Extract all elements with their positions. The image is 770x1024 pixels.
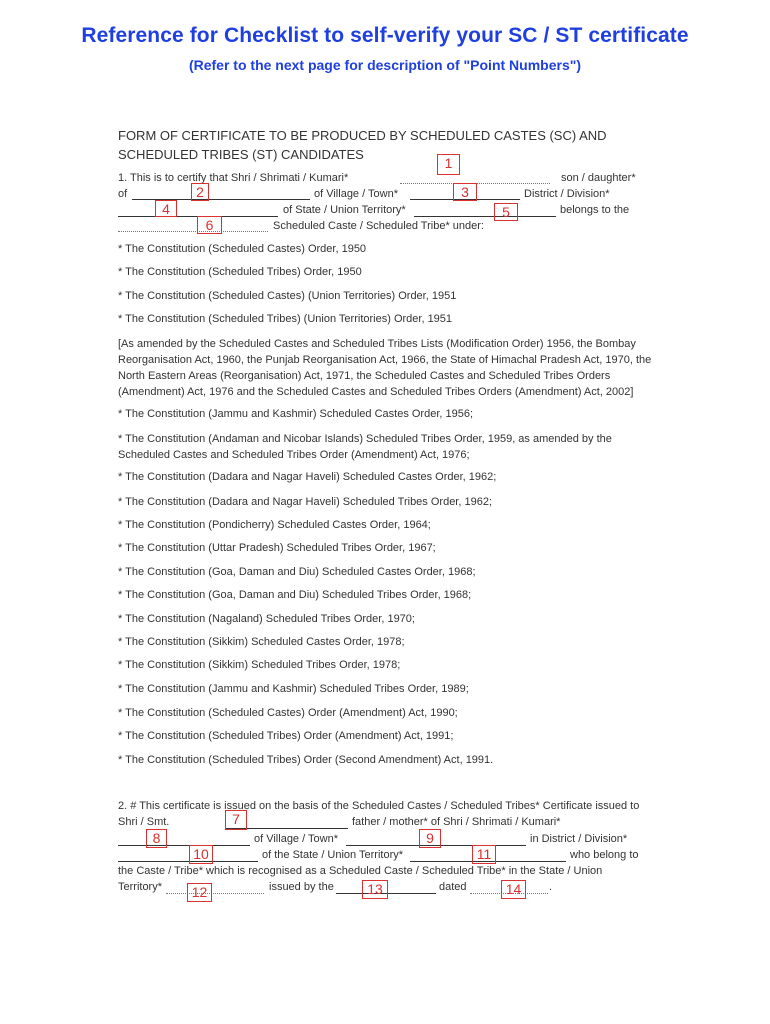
- para2-line4-belong: who belong to: [570, 849, 639, 861]
- order-item: * The Constitution (Scheduled Tribes) Order (Amendment) Act, 1991;: [118, 730, 454, 742]
- para2-line3-village: of Village / Town*: [254, 833, 338, 845]
- order-item: * The Constitution (Nagaland) Scheduled Tribes Order, 1970;: [118, 613, 415, 625]
- page-title: Reference for Checklist to self-verify your SC / ST certificate: [81, 24, 689, 47]
- order-item: * The Constitution (Scheduled Tribes) (Union Territories) Order, 1951: [118, 313, 453, 325]
- para2-line4-state: of the State / Union Territory*: [262, 849, 404, 861]
- order-item: * The Constitution (Sikkim) Scheduled Tribes Order, 1978;: [118, 659, 401, 671]
- para2-district-blank: [118, 861, 258, 862]
- para1-line1-end: son / daughter*: [561, 172, 636, 184]
- para2-name-blank: [118, 845, 250, 846]
- order-item: * The Constitution (Jammu and Kashmir) Scheduled Castes Order, 1956;: [118, 408, 474, 420]
- para2-line2-start: Shri / Smt.: [118, 816, 170, 828]
- amendment-note: [As amended by the Scheduled Castes and Scheduled Tribes Lists (Modification Order) 1956, the Bombay Reorganisation Act, 1960, the Punjab Reorganisation Act, 1966, the State of Himachal Pradesh Act, 1970, the North Eastern Areas (Reorganisation) Act, 1971, the Scheduled Castes and Scheduled Tribes Orders (Amendment) Act, 1976 and the Scheduled Castes and Scheduled Tribes Orders (Amendment) Act, 2002]: [118, 338, 652, 398]
- order-item: * The Constitution (Sikkim) Scheduled Castes Order, 1978;: [118, 636, 405, 648]
- point-marker-14: 14: [501, 880, 526, 899]
- point-marker-9: 9: [419, 829, 441, 848]
- point-marker-5: 5: [494, 203, 518, 221]
- para1-line2-of: of: [118, 188, 128, 200]
- point-marker-6: 6: [197, 216, 222, 234]
- order-item: * The Constitution (Scheduled Tribes) Order, 1950: [118, 266, 362, 278]
- point-marker-7: 7: [225, 810, 247, 830]
- para1-line3-state: of State / Union Territory*: [283, 204, 406, 216]
- para1-line1-start: 1. This is to certify that Shri / Shrimati / Kumari*: [118, 172, 349, 184]
- caste-blank: [118, 231, 268, 232]
- para2-line6-dated: dated: [439, 881, 467, 893]
- para1-line4: Scheduled Caste / Scheduled Tribe* under:: [273, 220, 484, 232]
- para1-line3-belongs: belongs to the: [560, 204, 630, 216]
- point-marker-11: 11: [472, 845, 496, 864]
- order-item: * The Constitution (Dadara and Nagar Haveli) Scheduled Tribes Order, 1962;: [118, 496, 493, 508]
- state-blank: [414, 216, 556, 217]
- form-heading: FORM OF CERTIFICATE TO BE PRODUCED BY SCHEDULED CASTES (SC) AND SCHEDULED TRIBES (ST) CANDIDATES: [118, 128, 607, 162]
- order-item: * The Constitution (Uttar Pradesh) Scheduled Tribes Order, 1967;: [118, 542, 436, 554]
- point-marker-2: 2: [191, 183, 209, 201]
- point-marker-13: 13: [362, 880, 388, 899]
- order-item: * The Constitution (Pondicherry) Scheduled Castes Order, 1964;: [118, 519, 431, 531]
- point-marker-10: 10: [189, 845, 213, 864]
- order-item: * The Constitution (Jammu and Kashmir) Scheduled Tribes Order, 1989;: [118, 683, 469, 695]
- point-marker-8: 8: [146, 829, 167, 848]
- order-item: * The Constitution (Scheduled Tribes) Order (Second Amendment) Act, 1991.: [118, 754, 494, 766]
- order-item: * The Constitution (Scheduled Castes) Order, 1950: [118, 243, 367, 255]
- para2-line5: the Caste / Tribe* which is recognised as a Scheduled Caste / Scheduled Tribe* in the State / Union: [118, 865, 603, 877]
- page-subtitle: (Refer to the next page for description of "Point Numbers"): [188, 57, 582, 73]
- para1-line2-district: District / Division*: [524, 188, 610, 200]
- order-item: * The Constitution (Goa, Daman and Diu) Scheduled Tribes Order, 1968;: [118, 589, 472, 601]
- point-marker-3: 3: [453, 183, 477, 201]
- order-item: * The Constitution (Goa, Daman and Diu) Scheduled Castes Order, 1968;: [118, 566, 476, 578]
- para2-line6-territory: Territory*: [118, 881, 163, 893]
- caste-tribe-blank: [166, 893, 264, 894]
- para2-line3-district: in District / Division*: [530, 833, 628, 845]
- order-item: * The Constitution (Scheduled Castes) Order (Amendment) Act, 1990;: [118, 707, 458, 719]
- order-item: * The Constitution (Dadara and Nagar Haveli) Scheduled Castes Order, 1962;: [118, 471, 497, 483]
- point-marker-4: 4: [155, 200, 177, 217]
- para2-line2-end: father / mother* of Shri / Shrimati / Kumari*: [352, 816, 561, 828]
- point-marker-1: 1: [437, 154, 460, 175]
- para2-line6-issued: issued by the: [269, 881, 334, 893]
- point-marker-12: 12: [187, 883, 212, 902]
- para2-line1: 2. # This certificate is issued on the basis of the Scheduled Castes / Scheduled Tribes* Certificate issued to: [118, 800, 640, 812]
- order-item: * The Constitution (Andaman and Nicobar Islands) Scheduled Tribes Order, 1959, as amended by the Scheduled Castes and Scheduled Tribes Order (Amendment) Act, 1976;: [118, 433, 612, 461]
- para2-line6-end: .: [549, 881, 553, 893]
- para1-line2-village: of Village / Town*: [314, 188, 398, 200]
- order-item: * The Constitution (Scheduled Castes) (Union Territories) Order, 1951: [118, 290, 457, 302]
